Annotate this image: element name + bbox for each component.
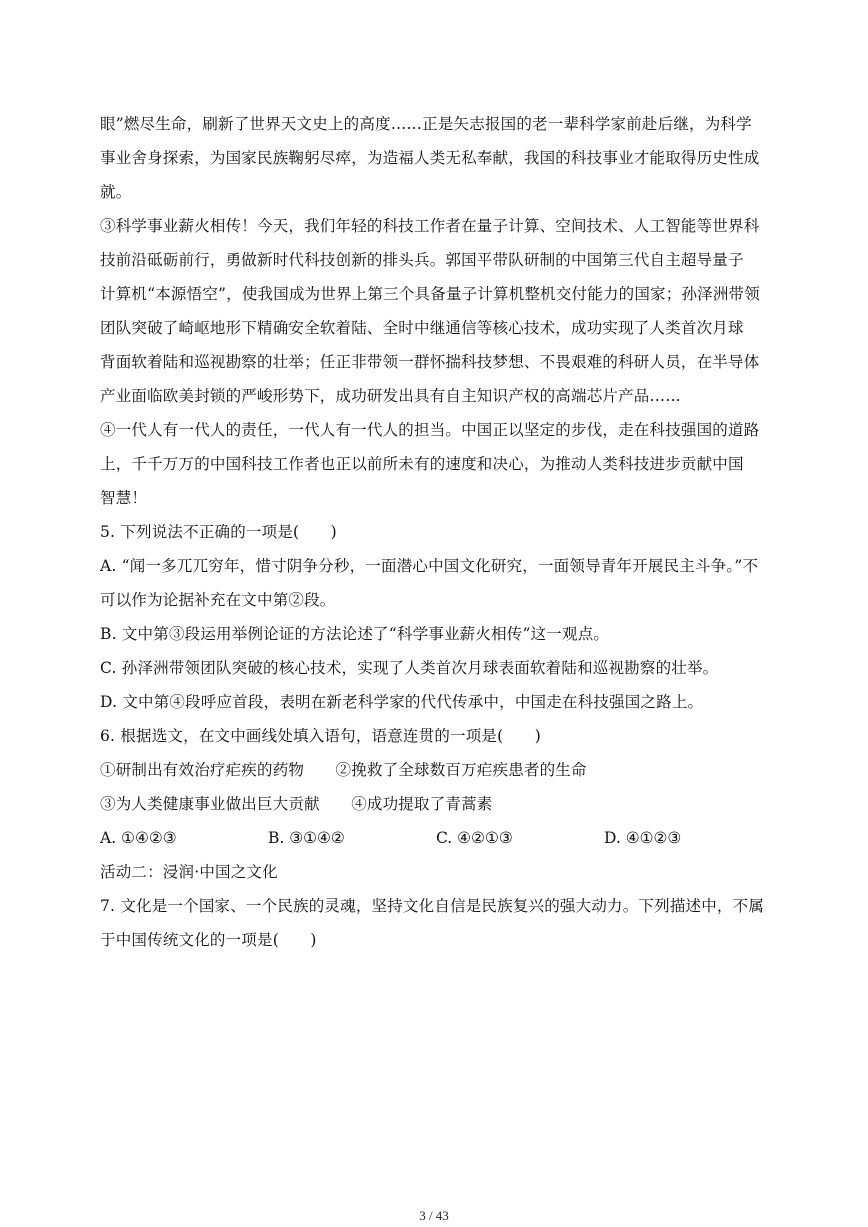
option-b: B. ③①④②	[268, 829, 345, 847]
sentence-items-row-2: ③为人类健康事业做出巨大贡献 ④成功提取了青蒿素	[100, 795, 493, 813]
text-line: 事业舍身探索，为国家民族鞠躬尽瘁，为造福人类无私奉献，我国的科技事业才能取得历史性成	[100, 149, 760, 167]
sentence-items-row-1: ①研制出有效治疗疟疾的药物 ②挽救了全球数百万疟疾患者的生命	[100, 761, 587, 779]
passage-paragraph-4	[100, 416, 772, 512]
question-5	[100, 518, 772, 716]
text-line: 技前沿砥砺前行，勇做新时代科技创新的排头兵。郭国平带队研制的中国第三代自主超导量子	[100, 251, 744, 269]
question-stem-line-1: 7. 文化是一个国家、一个民族的灵魂，坚持文化自信是民族复兴的强大动力。下列描述中，不属	[100, 897, 765, 915]
text-line: ④一代人有一代人的责任，一代人有一代人的担当。中国正以坚定的步伐，走在科技强国的道路	[100, 421, 760, 439]
option-a-line-2: 可以作为论据补充在文中第②段。	[100, 591, 336, 609]
passage-paragraph-2-end	[100, 110, 772, 206]
text-line: 团队突破了崎岖地形下精确安全软着陆、全时中继通信等核心技术，成功实现了人类首次月球	[100, 319, 744, 337]
text-line: 眼”燃尽生命，刷新了世界天文史上的高度……正是矢志报国的老一辈科学家前赴后继，为科学	[100, 115, 752, 133]
text-line: 上，千千万万的中国科技工作者也正以前所未有的速度和决心，为推动人类科技进步贡献中国	[100, 455, 744, 473]
question-stem-line-2: 于中国传统文化的一项是( )	[100, 931, 317, 949]
question-7	[100, 892, 772, 954]
question-stem: 5. 下列说法不正确的一项是( )	[100, 523, 337, 541]
text-line: 就。	[100, 183, 132, 201]
option-b: B. 文中第③段运用举例论证的方法论述了“科学事业薪火相传”这一观点。	[100, 625, 610, 643]
text-line: 智慧！	[100, 489, 148, 507]
activity-heading: 活动二：浸润·中国之文化	[100, 863, 278, 881]
option-c: C. ④②①③	[436, 829, 513, 847]
text-line: 产业面临欧美封锁的严峻形势下，成功研发出具有自主知识产权的高端芯片产品……	[100, 387, 681, 405]
text-line: 计算机“本源悟空”，使我国成为世界上第三个具备量子计算机整机交付能力的国家；孙泽洲带领	[100, 285, 760, 303]
question-6	[100, 722, 772, 852]
answer-options	[100, 824, 772, 852]
option-a: A. ①④②③	[100, 829, 177, 847]
text-line: ③科学事业薪火相传！今天，我们年轻的科技工作者在量子计算、空间技术、人工智能等世界科	[100, 217, 760, 235]
page-content	[100, 110, 772, 954]
option-d: D. ④①②③	[604, 829, 682, 847]
passage-paragraph-3	[100, 212, 772, 410]
page-number: 3 / 43	[419, 1208, 449, 1223]
option-a-line-1: A. “闻一多兀兀穷年，惜寸阴争分秒，一面潜心中国文化研究，一面领导青年开展民主斗争。”不	[100, 557, 759, 575]
option-c: C. 孙泽洲带领团队突破的核心技术，实现了人类首次月球表面软着陆和巡视勘察的壮举。	[100, 659, 719, 677]
text-line: 背面软着陆和巡视勘察的壮举；任正非带领一群怀揣科技梦想、不畏艰难的科研人员，在半导体	[100, 353, 760, 371]
option-d: D. 文中第④段呼应首段，表明在新老科学家的代代传承中，中国走在科技强国之路上。	[100, 693, 704, 711]
question-stem: 6. 根据选文，在文中画线处填入语句，语意连贯的一项是( )	[100, 727, 542, 745]
